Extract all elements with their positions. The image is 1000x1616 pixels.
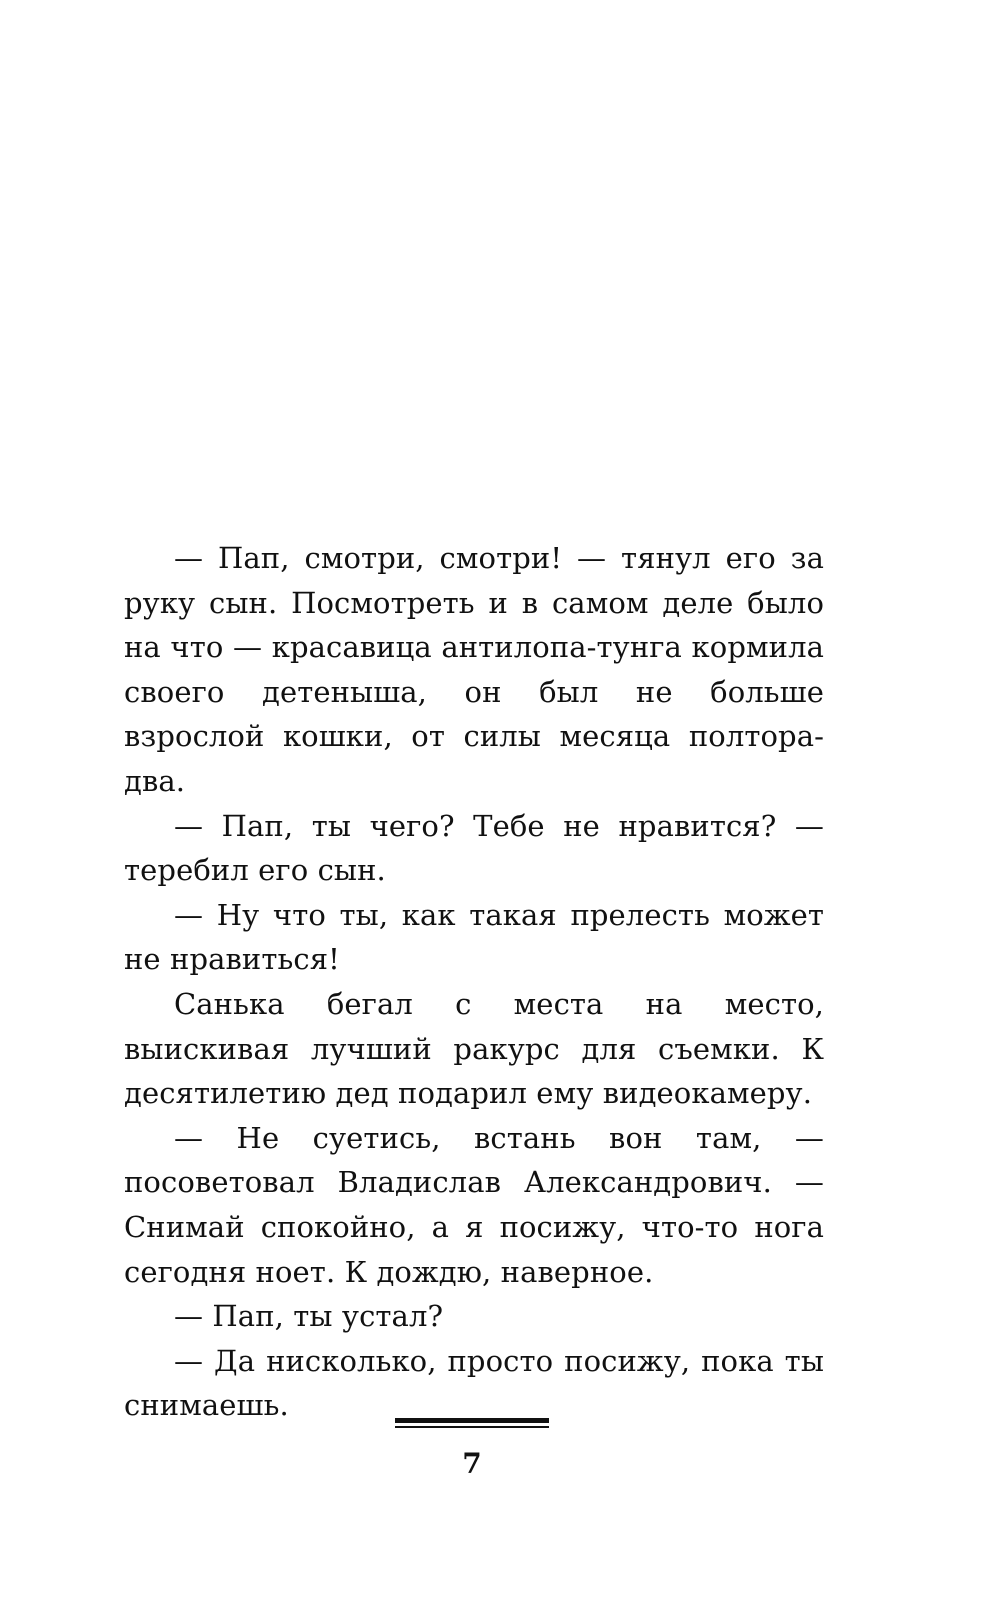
paragraph: — Пап, ты чего? Тебе не нравится? — теребил его сын. xyxy=(124,808,824,888)
footer-rule-thin xyxy=(395,1426,549,1428)
paragraph: — Ну что ты, как такая прелесть может не нравиться! xyxy=(124,897,824,977)
paragraph: — Пап, ты устал? xyxy=(174,1299,444,1334)
paragraph: Санька бегал с места на место, выискивая лучший ракурс для съемки. К десятилетию дед подарил ему видеокамеру. xyxy=(124,986,824,1111)
paragraph: — Пап, смотри, смотри! — тянул его за руку сын. Посмотреть и в самом деле было на что — красавица антилопа-тунга кормила своего детеныша, он был не больше взрослой кошки, от силы месяца полтора-два. xyxy=(124,541,824,798)
paragraph: — Не суетись, встань вон там, — посоветовал Владислав Александрович. — Снимай спокойно, а я посижу, что-то нога сегодня ноет. К дождю, наверное. xyxy=(124,1120,824,1289)
page-number: 7 xyxy=(462,1447,482,1480)
body-text xyxy=(124,536,824,1428)
footer-double-rule xyxy=(395,1418,549,1430)
footer-rule-thick xyxy=(395,1418,549,1423)
paragraph: — Да нисколько, просто посижу, пока ты снимаешь. xyxy=(124,1343,824,1423)
